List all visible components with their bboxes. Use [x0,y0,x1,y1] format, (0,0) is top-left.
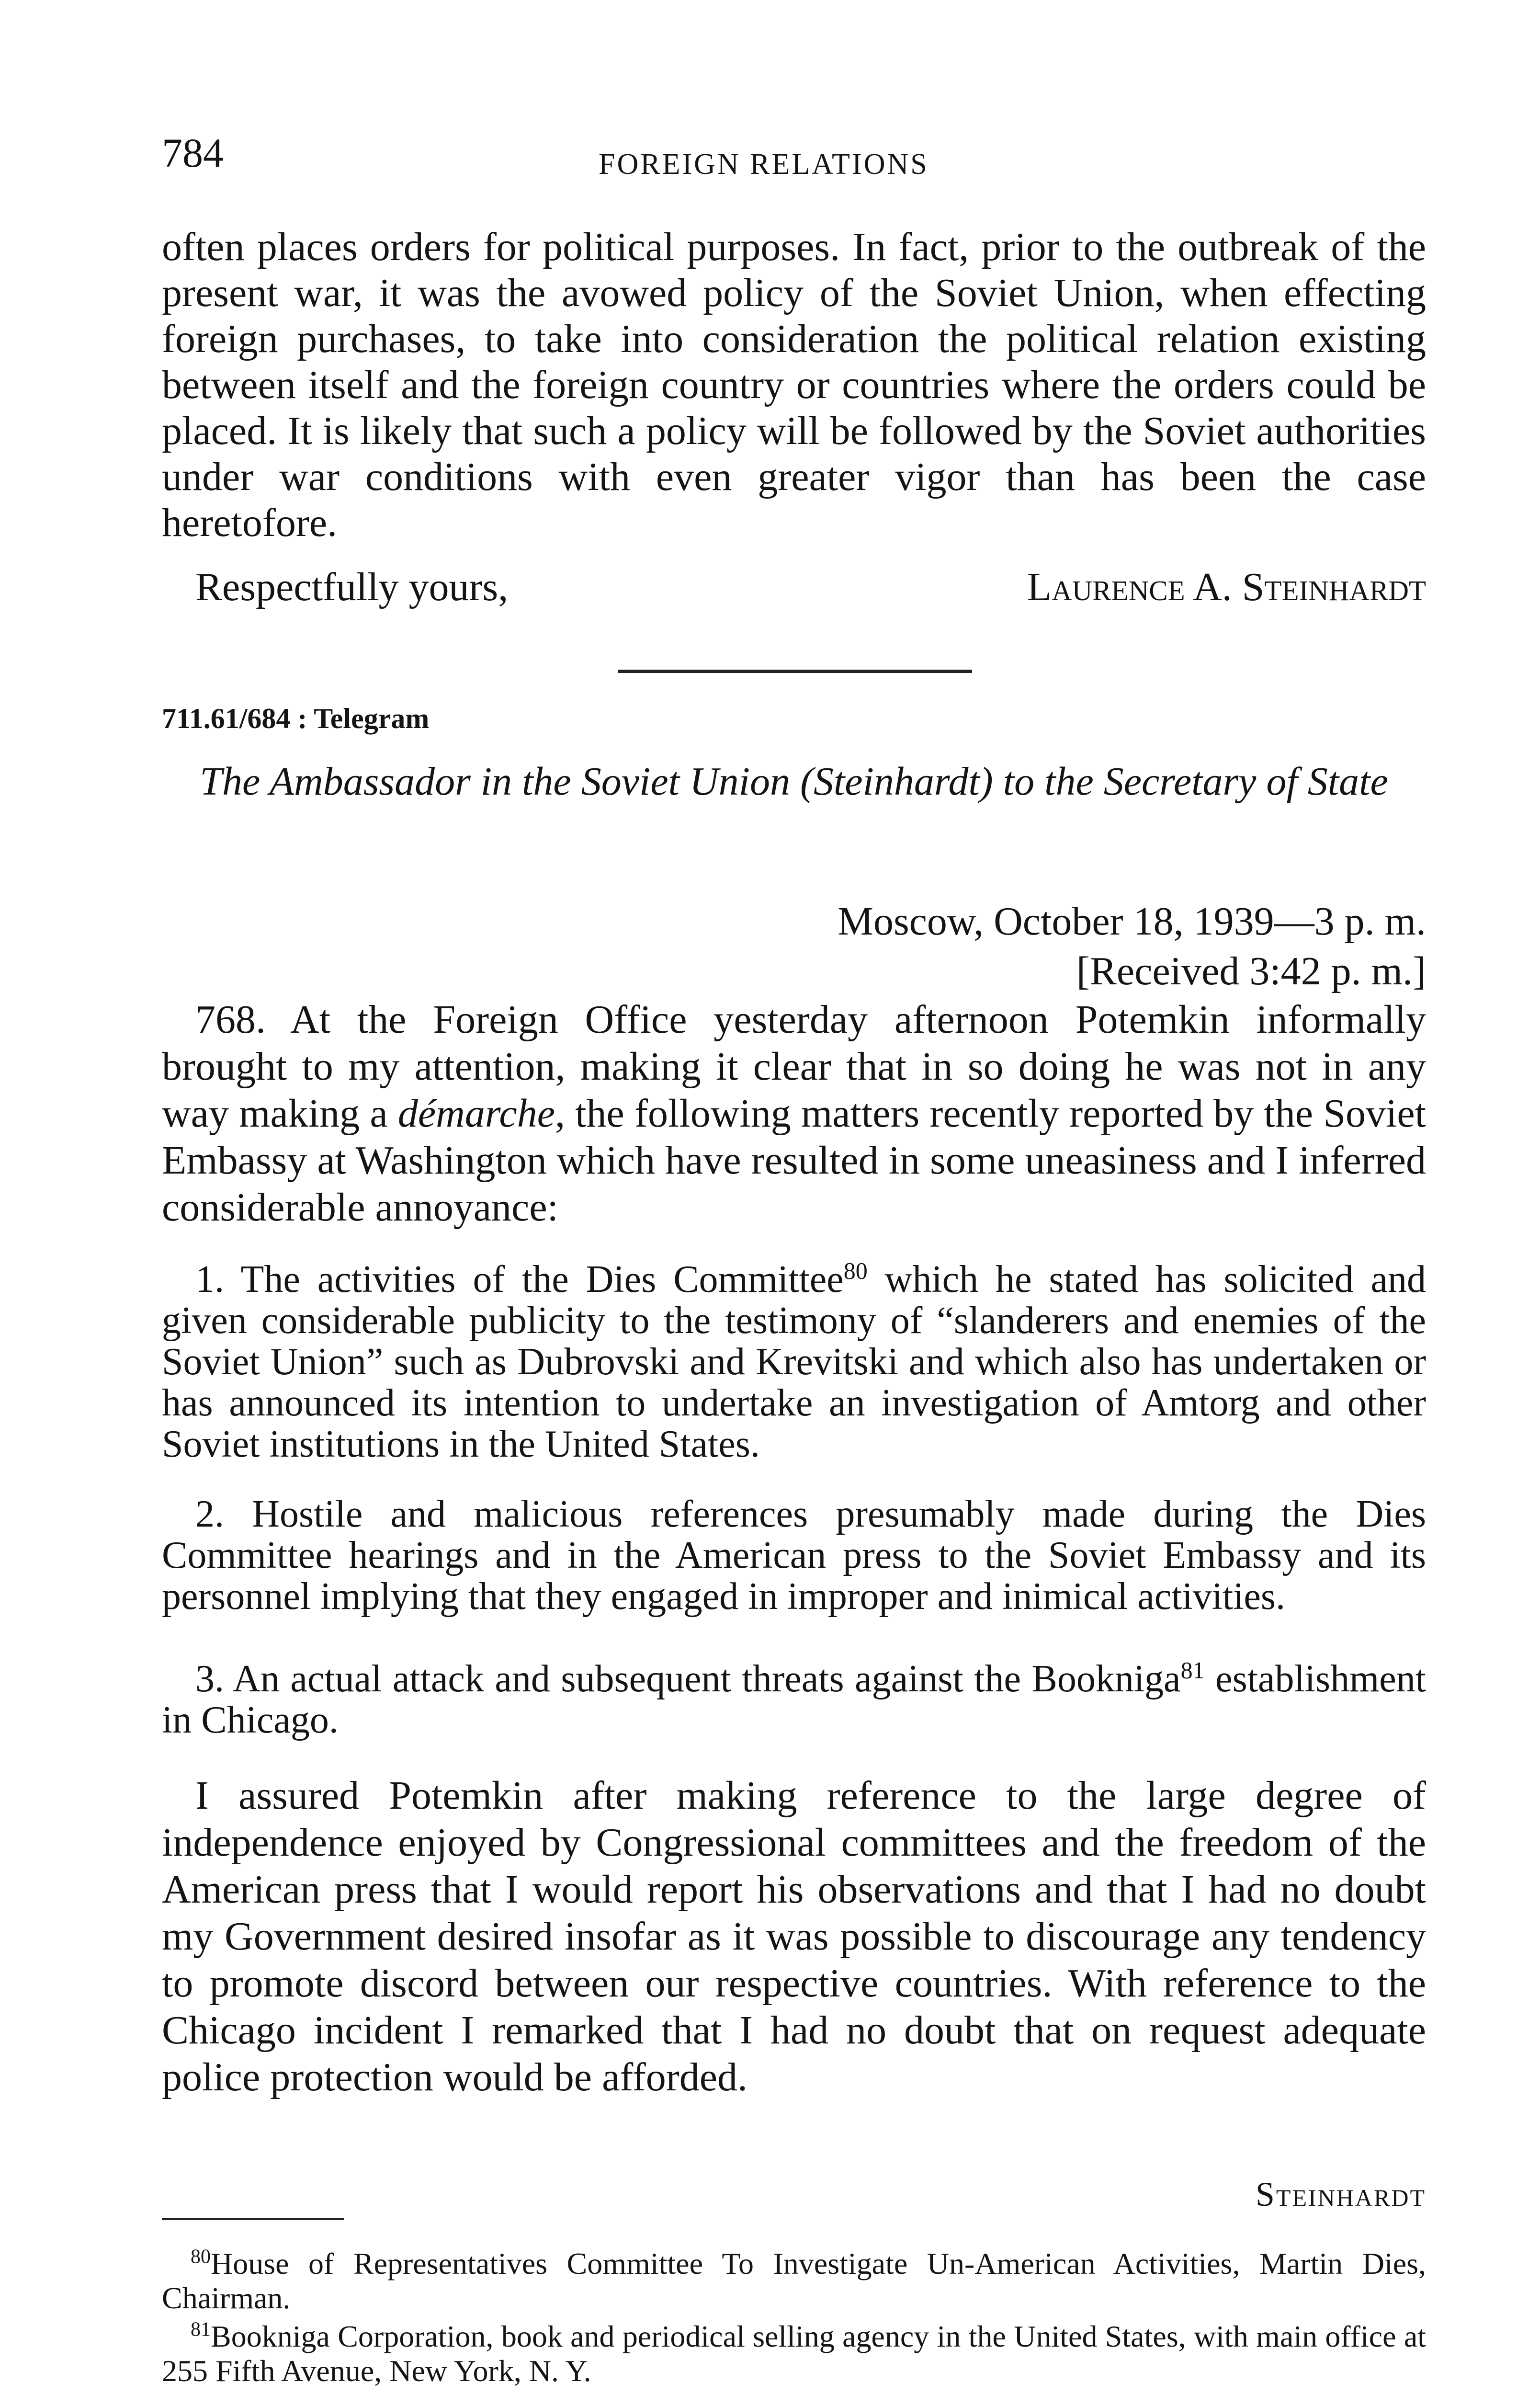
list-item [162,1259,1426,1465]
running-head: FOREIGN RELATIONS [599,148,929,181]
file-reference: 711.61/684 : Telegram [162,703,430,734]
list-item [162,1494,1426,1617]
dateline: Moscow, October 18, 1939—3 p. m. [838,899,1426,944]
item-text: The activities of the Dies Committee [240,1258,844,1300]
item-text: Hostile and malicious references presumably made during the Dies Committee hearings and in the American press to the Soviet Embassy and its personnel implying that they engaged in improper and inimical activities. [162,1493,1427,1618]
closing-paragraph: I assured Potemkin after making reference to the large degree of independence enjoyed by Congressional committees and the freedom of the American press that I would report his observations and that I had no doubt my Government desired insofar as it was possible to discourage any tendency to promote discord between our respective countries. With reference to the Chicago incident I remarked that I had no doubt that on request adequate police protection would be afforded. [162,1773,1426,2099]
item-text-cont: establishment in Chicago. [162,1658,1426,1741]
item-text-cont: which he stated has solicited and given considerable publicity to the testimony of “slanderers and enemies of the Soviet Union” such as Dubrovski and Krevitski and which also has undertaken or has announced its intention to undertake an investigation of Amtorg and other Soviet institutions in the United States. [162,1258,1426,1465]
footnote-text: Bookniga Corporation, book and periodical selling agency in the United States, with main office at 255 Fifth Avenue, New York, N. Y. [162,2319,1426,2388]
footnote-rule [162,2218,344,2220]
continued-paragraph: often places orders for political purposes. In fact, prior to the outbreak of the present war, it was the avowed policy of the Soviet Union, when effecting foreign purchases, to take into consideration the political relation existing between itself and the foreign country or countries where the orders could be placed. It is likely that such a policy will be followed by the Soviet authorities under war conditions with even greater vigor than has been the case heretofore. [162,225,1426,545]
intro-text-2: , the following matters recently reported by the Soviet Embassy at Washington which have resulted in some uneasiness and I inferred considerable annoyance: [162,1091,1427,1230]
item-text: An actual attack and subsequent threats against the Bookniga [233,1658,1181,1700]
document-title: The Ambassador in the Soviet Union (Steinhardt) to the Secretary of State [200,759,1388,804]
footnote-marker: 81 [1180,1656,1205,1684]
item-number: 3. [195,1658,224,1700]
footnote [162,2247,1426,2315]
telegram-intro [162,996,1426,1231]
footnote-marker: 80 [843,1257,868,1284]
page-number: 784 [162,130,224,176]
letter-signer: Laurence A. Steinhardt [1027,565,1426,609]
complimentary-close: Respectfully yours, [195,565,509,609]
item-number: 2. [195,1493,224,1535]
footnote-number: 81 [191,2318,211,2341]
footnote-number: 80 [191,2246,211,2268]
item-number: 1. [195,1258,224,1300]
closing-line [162,564,1426,610]
intro-text-1: At the Foreign Office yesterday afternoon Potemkin informally brought to my attention, making it clear that in so doing he was not in any way making a [162,997,1426,1136]
received-time: [Received 3:42 p. m.] [1076,949,1426,993]
section-divider [618,670,972,673]
list-item [162,1658,1426,1741]
telegram-number: 768. [195,997,266,1042]
footnote-text: House of Representatives Committee To Investigate Un-American Activities, Martin Dies, Chairman. [162,2247,1426,2315]
intro-italic-term: démarche [397,1091,555,1136]
footnote [162,2319,1426,2388]
closing-signature: Steinhardt [1255,2175,1426,2213]
